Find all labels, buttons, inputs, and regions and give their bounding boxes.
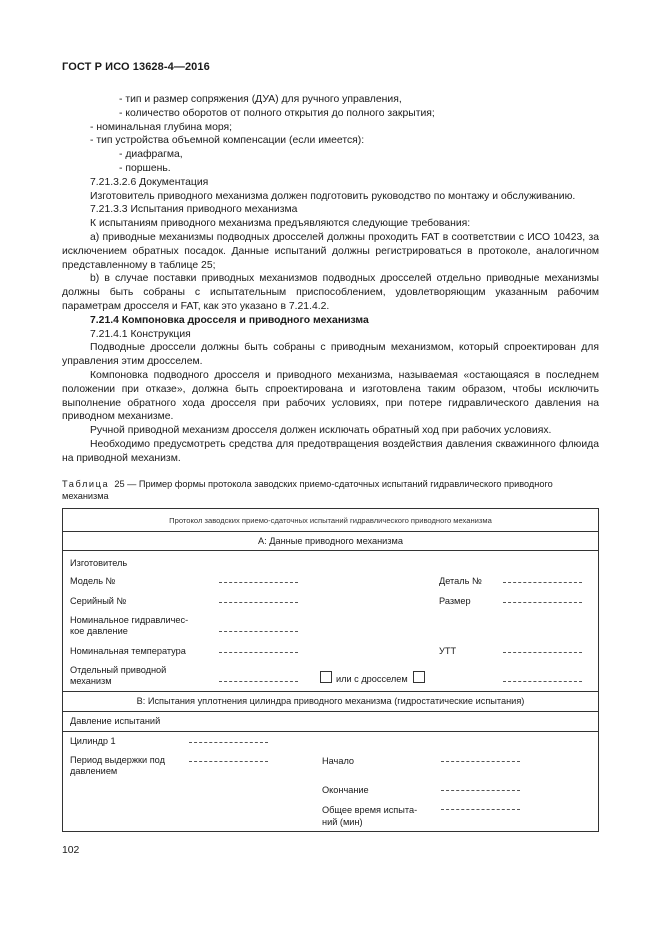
section-heading: 7.21.3.2.6 Документация (90, 176, 209, 188)
cylinder-1-field[interactable] (189, 742, 268, 743)
nominal-pressure-label: Номинальное гидравличес- кое давление (70, 615, 189, 636)
separate-actuator-label: Отдельный приводной механизм (70, 665, 167, 686)
table-caption-text: 25 — Пример формы протокола заводских приемо-сдаточных испытаний гидравлического приводного механизма (62, 479, 553, 501)
total-time-field[interactable] (441, 809, 520, 810)
hold-period-label: Период выдержки под давлением (70, 755, 165, 776)
nominal-temperature-label: Номинальная температура (70, 646, 186, 656)
paragraph: b) в случае поставки приводных механизмов подводных дросселей отдельно приводные механизмы должны быть собраны с испытательным приспособлением, удовлетворяющим указанным рабочим параметрам дросселя и FAT, как это указано в 7.21.4.2. (62, 273, 599, 312)
divider (63, 550, 598, 551)
part-field[interactable] (503, 582, 582, 583)
utt-field[interactable] (503, 652, 582, 653)
divider (63, 711, 598, 712)
size-label: Размер (439, 596, 471, 606)
list-item: - тип и размер сопряжения (ДУА) для ручного управления, (119, 94, 402, 105)
paragraph: К испытаниям приводного механизма предъявляются следующие требования: (90, 218, 471, 230)
list-item: - диафрагма, (119, 149, 183, 161)
size-field[interactable] (503, 602, 582, 603)
hold-period-field[interactable] (189, 761, 268, 762)
section-b-title: B: Испытания уплотнения цилиндра приводного механизма (гидростатические испытания) (136, 696, 525, 706)
section-heading: 7.21.4 Компоновка дросселя и приводного механизма (90, 314, 369, 326)
divider (63, 691, 598, 692)
paragraph: Необходимо предусмотреть средства для предотвращения воздействия давления скважинного флюида на приводной механизм. (62, 438, 599, 464)
total-time-label: Общее время испыта- ний (мин) (322, 805, 418, 827)
divider (63, 531, 598, 532)
end-label: Окончание (322, 785, 369, 795)
model-field[interactable] (219, 582, 298, 583)
nominal-pressure-field[interactable] (219, 631, 298, 632)
paragraph: Изготовитель приводного механизма должен подготовить руководство по монтажу и обслуживанию. (90, 190, 576, 202)
body-text (62, 93, 599, 466)
utt-label: УТТ (439, 646, 457, 656)
paragraph: Подводные дроссели должны быть собраны с приводным механизмом, который спроектирован для управления этим дросселем. (62, 342, 599, 368)
serial-field[interactable] (219, 602, 298, 603)
model-label: Модель № (70, 576, 116, 586)
nominal-temperature-field[interactable] (219, 652, 298, 653)
section-heading: 7.21.3.3 Испытания приводного механизма (90, 204, 298, 216)
end-field[interactable] (441, 790, 520, 791)
form-title: Протокол заводских приемо-сдаточных испытаний гидравлического приводного механизма (169, 516, 492, 525)
table-caption-label: Таблица (62, 479, 110, 489)
document-code: ГОСТ Р ИСО 13628-4—2016 (62, 61, 210, 73)
with-choke-label: или с дросселем (336, 674, 408, 684)
list-item: - поршень. (119, 162, 171, 174)
divider (63, 731, 598, 732)
paragraph: Компоновка подводного дросселя и приводного механизма, называемая «остающаяся в последнем положении при отказе», должна быть спроектирована и изготовлена таким образом, чтобы исключить выполнение обратного хода дросселя при рабочих условиях, при потере гидравлического давления на приводном механизме. (62, 369, 599, 423)
start-field[interactable] (441, 761, 520, 762)
with-choke-checkbox[interactable] (413, 671, 425, 683)
serial-label: Серийный № (70, 596, 127, 606)
separate-actuator-checkbox[interactable] (320, 671, 332, 683)
paragraph: Ручной приводной механизм дросселя должен исключать обратный ход при рабочих условиях. (90, 425, 552, 437)
protocol-form (62, 508, 599, 832)
manufacturer-label: Изготовитель (70, 558, 128, 568)
start-label: Начало (322, 756, 355, 766)
table-caption (62, 478, 599, 502)
test-pressure-label: Давление испытаний (70, 716, 161, 726)
list-item: - номинальная глубина моря; (90, 121, 233, 133)
section-heading: 7.21.4.1 Конструкция (90, 328, 191, 340)
list-item: - тип устройства объемной компенсации (если имеется): (90, 135, 365, 147)
separate-actuator-field[interactable] (219, 681, 298, 682)
paragraph: а) приводные механизмы подводных дросселей должны проходить FAT в соответствии с ИСО 10423, за исключением обратных посадок. Данные испытаний должны регистрироваться в протоколе, аналогичном представленному в таблице 25; (62, 231, 599, 271)
cylinder-1-label: Цилиндр 1 (70, 736, 116, 746)
part-label: Деталь № (439, 576, 482, 586)
section-a-title: А: Данные приводного механизма (258, 536, 403, 546)
list-item: - количество оборотов от полного открытия до полного закрытия; (119, 107, 435, 119)
with-choke-field[interactable] (503, 681, 582, 682)
page-number: 102 (62, 845, 80, 856)
